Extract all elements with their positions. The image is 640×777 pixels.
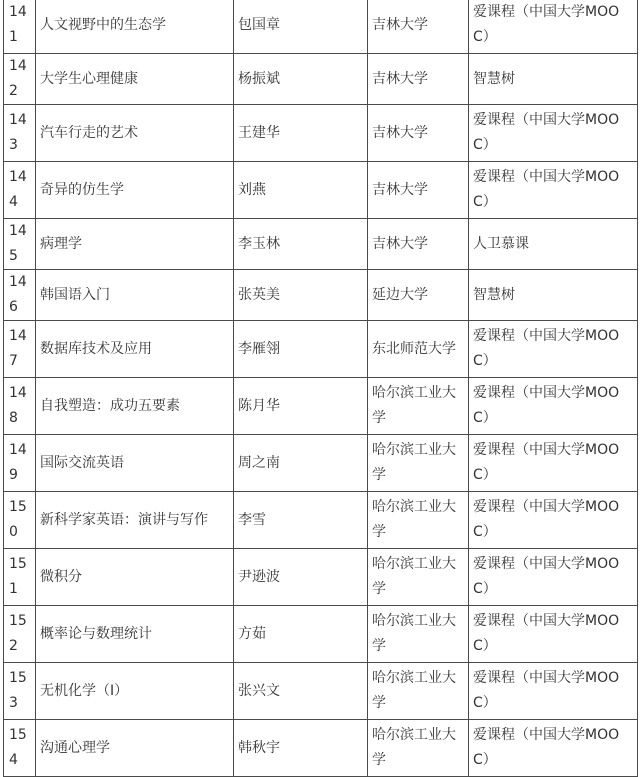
course-name-cell: 人文视野中的生态学 [36,0,234,54]
teacher-cell: 刘燕 [234,162,368,219]
table-row [4,219,638,270]
course-name-cell: 汽车行走的艺术 [36,105,234,162]
school-cell: 哈尔滨工业大学 [368,378,469,435]
row-number-cell: 151 [4,549,36,606]
table-row [4,720,638,777]
row-number-cell: 144 [4,162,36,219]
table-row [4,0,638,54]
course-name-cell: 微积分 [36,549,234,606]
platform-cell: 智慧树 [469,54,638,105]
table-row [4,54,638,105]
table-row [4,435,638,492]
teacher-cell: 杨振斌 [234,54,368,105]
course-name-cell: 数据库技术及应用 [36,321,234,378]
school-cell: 吉林大学 [368,105,469,162]
row-number-cell: 152 [4,606,36,663]
teacher-cell: 李雪 [234,492,368,549]
school-cell: 东北师范大学 [368,321,469,378]
row-number-cell: 147 [4,321,36,378]
school-cell: 哈尔滨工业大学 [368,492,469,549]
platform-cell: 爱课程（中国大学MOOC） [469,321,638,378]
row-number-cell: 141 [4,0,36,54]
platform-cell: 爱课程（中国大学MOOC） [469,378,638,435]
platform-cell: 爱课程（中国大学MOOC） [469,435,638,492]
course-name-cell: 概率论与数理统计 [36,606,234,663]
teacher-cell: 王建华 [234,105,368,162]
platform-cell: 爱课程（中国大学MOOC） [469,663,638,720]
teacher-cell: 李雁翎 [234,321,368,378]
row-number-cell: 142 [4,54,36,105]
course-name-cell: 沟通心理学 [36,720,234,777]
row-number-cell: 149 [4,435,36,492]
school-cell: 吉林大学 [368,219,469,270]
platform-cell: 爱课程（中国大学MOOC） [469,105,638,162]
row-number-cell: 154 [4,720,36,777]
school-cell: 吉林大学 [368,54,469,105]
table-row [4,105,638,162]
teacher-cell: 包国章 [234,0,368,54]
school-cell: 吉林大学 [368,162,469,219]
course-name-cell: 大学生心理健康 [36,54,234,105]
row-number-cell: 143 [4,105,36,162]
school-cell: 哈尔滨工业大学 [368,549,469,606]
teacher-cell: 尹逊波 [234,549,368,606]
platform-cell: 爱课程（中国大学MOOC） [469,720,638,777]
course-name-cell: 病理学 [36,219,234,270]
table-row [4,321,638,378]
school-cell: 哈尔滨工业大学 [368,663,469,720]
course-table [3,0,638,777]
table-row [4,663,638,720]
school-cell: 哈尔滨工业大学 [368,606,469,663]
row-number-cell: 148 [4,378,36,435]
table-row [4,549,638,606]
table-row [4,270,638,321]
course-name-cell: 无机化学（Ⅰ） [36,663,234,720]
school-cell: 哈尔滨工业大学 [368,720,469,777]
course-name-cell: 韩国语入门 [36,270,234,321]
row-number-cell: 146 [4,270,36,321]
course-name-cell: 国际交流英语 [36,435,234,492]
platform-cell: 智慧树 [469,270,638,321]
school-cell: 吉林大学 [368,0,469,54]
table-row [4,378,638,435]
table-row [4,162,638,219]
teacher-cell: 方茹 [234,606,368,663]
table-row [4,606,638,663]
teacher-cell: 周之南 [234,435,368,492]
platform-cell: 爱课程（中国大学MOOC） [469,549,638,606]
row-number-cell: 150 [4,492,36,549]
school-cell: 延边大学 [368,270,469,321]
course-name-cell: 自我塑造：成功五要素 [36,378,234,435]
course-table-body [4,0,638,777]
teacher-cell: 陈月华 [234,378,368,435]
table-row [4,492,638,549]
platform-cell: 爱课程（中国大学MOOC） [469,492,638,549]
row-number-cell: 153 [4,663,36,720]
course-name-cell: 奇异的仿生学 [36,162,234,219]
teacher-cell: 韩秋宇 [234,720,368,777]
platform-cell: 爱课程（中国大学MOOC） [469,0,638,54]
row-number-cell: 145 [4,219,36,270]
platform-cell: 爱课程（中国大学MOOC） [469,606,638,663]
teacher-cell: 李玉林 [234,219,368,270]
platform-cell: 人卫慕课 [469,219,638,270]
teacher-cell: 张兴文 [234,663,368,720]
school-cell: 哈尔滨工业大学 [368,435,469,492]
course-name-cell: 新科学家英语：演讲与写作 [36,492,234,549]
teacher-cell: 张英美 [234,270,368,321]
platform-cell: 爱课程（中国大学MOOC） [469,162,638,219]
